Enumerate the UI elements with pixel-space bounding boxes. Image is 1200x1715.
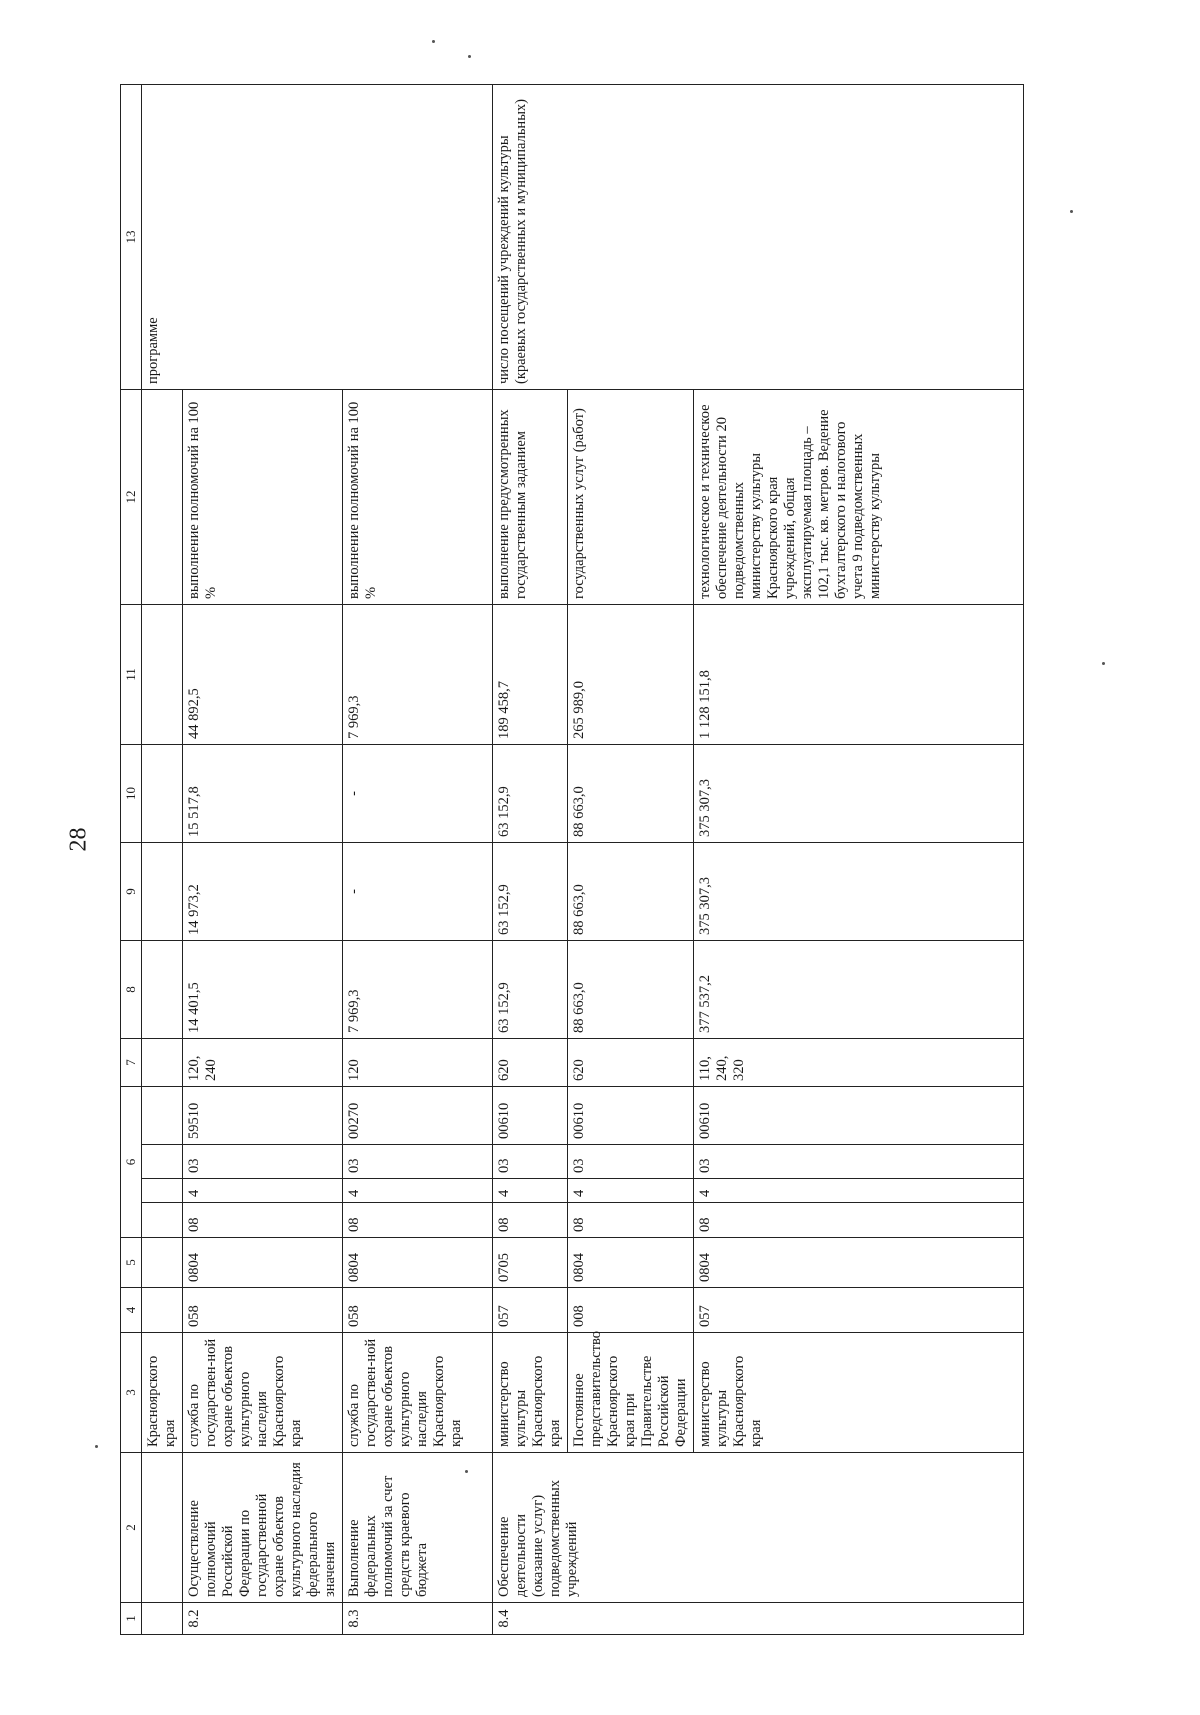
- year1-amount: 88 663,0: [568, 941, 694, 1039]
- agency-name: Постоянное представительство Красноярского края при Правительстве Российской Федерации: [568, 1333, 694, 1453]
- csr-code: 00610: [694, 1087, 1024, 1145]
- expected-result: выполнение полномочий на 100 %: [343, 390, 493, 605]
- csr-program: 08: [343, 1203, 493, 1238]
- vr-code: 620: [493, 1039, 568, 1087]
- year1-amount: 63 152,9: [493, 941, 568, 1039]
- total-amount: 265 989,0: [568, 605, 694, 745]
- year2-amount: 63 152,9: [493, 843, 568, 941]
- scan-speck: [468, 55, 471, 58]
- csr-subprogram: 4: [343, 1179, 493, 1203]
- scan-speck: [1070, 210, 1073, 213]
- csr-event: 03: [694, 1145, 1024, 1179]
- csr-subprogram: 4: [183, 1179, 343, 1203]
- csr-event: 03: [568, 1145, 694, 1179]
- year1-amount: 7 969,3: [343, 941, 493, 1039]
- vr-code: 120: [343, 1039, 493, 1087]
- year3-amount: 63 152,9: [493, 745, 568, 843]
- total-amount: 7 969,3: [343, 605, 493, 745]
- csr-program: 08: [568, 1203, 694, 1238]
- year3-amount: 375 307,3: [694, 745, 1024, 843]
- row-number: 8.4: [493, 1603, 1024, 1635]
- col-header-10: 10: [121, 745, 142, 843]
- vr-code: 620: [568, 1039, 694, 1087]
- csr-subprogram: 4: [694, 1179, 1024, 1203]
- rzpr-code: 0804: [343, 1238, 493, 1288]
- scan-speck: [95, 1445, 98, 1448]
- col-header-5: 5: [121, 1238, 142, 1288]
- agency-name: министерство культуры Красноярского края: [694, 1333, 1024, 1453]
- year1-amount: 14 401,5: [183, 941, 343, 1039]
- col-header-4: 4: [121, 1288, 142, 1333]
- table-row: [493, 85, 568, 1635]
- program-measures-table: [120, 84, 1024, 1635]
- rotated-table-container: [120, 85, 1070, 1635]
- rzpr-code: 0804: [568, 1238, 694, 1288]
- agency-name: служба по государствен-ной охране объектов культурного наследия Красноярского края: [343, 1333, 493, 1453]
- csr-program: 08: [493, 1203, 568, 1238]
- vr-code: 110, 240, 320: [694, 1039, 1024, 1087]
- total-amount: 44 892,5: [183, 605, 343, 745]
- year2-amount: 375 307,3: [694, 843, 1024, 941]
- measure-name: Обеспечение деятельности (оказание услуг) подведомственных учреждений: [493, 1453, 1024, 1603]
- year3-amount: 88 663,0: [568, 745, 694, 843]
- col-header-3: 3: [121, 1333, 142, 1453]
- year2-amount: 88 663,0: [568, 843, 694, 941]
- grbs-code: 057: [493, 1288, 568, 1333]
- csr-subprogram: 4: [568, 1179, 694, 1203]
- total-amount: 189 458,7: [493, 605, 568, 745]
- year2-amount: -: [343, 843, 493, 941]
- year2-amount: 14 973,2: [183, 843, 343, 941]
- csr-code: 00270: [343, 1087, 493, 1145]
- csr-subprogram: 4: [493, 1179, 568, 1203]
- col-header-1: 1: [121, 1603, 142, 1635]
- expected-result: технологическое и техническое обеспечение деятельности 20 подведомственных министерству культуры Красноярского края учреждений, общая эксплуатируемая площадь – 102,1 тыс. кв. метров. Ведение бухгалтерского и налогового учета 9 подведомственных министерству культуры: [694, 390, 1024, 605]
- grbs-code: 008: [568, 1288, 694, 1333]
- year3-amount: 15 517,8: [183, 745, 343, 843]
- col-header-13: 13: [121, 85, 142, 390]
- csr-code: 59510: [183, 1087, 343, 1145]
- grbs-code: 058: [183, 1288, 343, 1333]
- target-indicator: число посещений учреждений культуры (краевых государственных и муниципальных): [493, 85, 1024, 390]
- agency-name: служба по государствен-ной охране объектов культурного наследия Красноярского края: [183, 1333, 343, 1453]
- col-header-12: 12: [121, 390, 142, 605]
- total-amount: 1 128 151,8: [694, 605, 1024, 745]
- csr-code: 00610: [568, 1087, 694, 1145]
- expected-result: выполнение предусмотренных государственным заданием: [493, 390, 568, 605]
- csr-code: 00610: [493, 1087, 568, 1145]
- agency-continuation: Красноярского края: [142, 1333, 183, 1453]
- col-header-7: 7: [121, 1039, 142, 1087]
- csr-program: 08: [694, 1203, 1024, 1238]
- rzpr-code: 0804: [183, 1238, 343, 1288]
- measure-name: Осуществление полномочий Российской Федерации по государственной охране объектов культурного наследия федерального значения: [183, 1453, 343, 1603]
- csr-event: 03: [343, 1145, 493, 1179]
- page-number: 28: [65, 827, 92, 852]
- csr-event: 03: [493, 1145, 568, 1179]
- col-header-9: 9: [121, 843, 142, 941]
- scan-speck: [1102, 662, 1105, 665]
- csr-event: 03: [183, 1145, 343, 1179]
- row-number: 8.3: [343, 1603, 493, 1635]
- expected-result: выполнение полномочий на 100 %: [183, 390, 343, 605]
- col-header-8: 8: [121, 941, 142, 1039]
- expected-result: государственных услуг (работ): [568, 390, 694, 605]
- indicator-continuation: программе: [142, 85, 493, 390]
- rzpr-code: 0705: [493, 1238, 568, 1288]
- col-header-2: 2: [121, 1453, 142, 1603]
- agency-name: министерство культуры Красноярского края: [493, 1333, 568, 1453]
- measure-name: Выполнение федеральных полномочий за счет средств краевого бюджета: [343, 1453, 493, 1603]
- scan-speck: [432, 40, 435, 43]
- col-header-11: 11: [121, 605, 142, 745]
- rzpr-code: 0804: [694, 1238, 1024, 1288]
- col-header-6: 6: [121, 1087, 142, 1238]
- csr-program: 08: [183, 1203, 343, 1238]
- grbs-code: 057: [694, 1288, 1024, 1333]
- continuation-row: [142, 85, 183, 1635]
- vr-code: 120, 240: [183, 1039, 343, 1087]
- grbs-code: 058: [343, 1288, 493, 1333]
- row-number: 8.2: [183, 1603, 343, 1635]
- column-number-row: [121, 85, 142, 1635]
- year1-amount: 377 537,2: [694, 941, 1024, 1039]
- year3-amount: -: [343, 745, 493, 843]
